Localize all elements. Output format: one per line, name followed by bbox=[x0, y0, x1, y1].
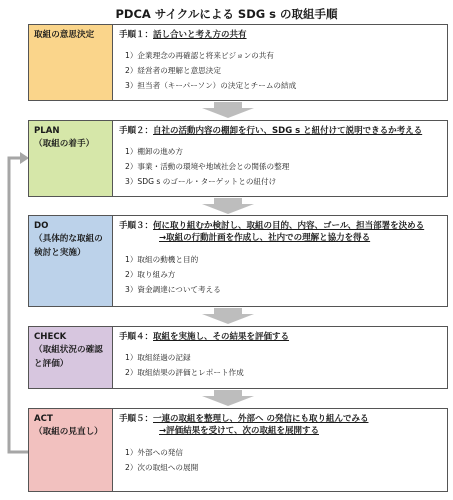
stage-label-line: （取組の着手） bbox=[34, 139, 95, 150]
stage-label-line: DO bbox=[34, 221, 49, 231]
stage-do bbox=[28, 215, 448, 307]
list-item: 2）経営者の理解と意思決定 bbox=[125, 66, 221, 76]
step-prefix: 手順２： bbox=[119, 126, 154, 136]
list-item: 3）資金調達について考える bbox=[125, 284, 221, 294]
step-text: 話し合いと考え方の共有 bbox=[153, 30, 247, 40]
stage-body bbox=[113, 121, 447, 196]
step-heading bbox=[119, 29, 441, 41]
stage-label-line: （具体的な取組の bbox=[34, 234, 103, 245]
step-text-continued: →評価結果を受けて、次の取組を展開する bbox=[159, 426, 319, 437]
list-item: 1）取組の動機と目的 bbox=[125, 254, 199, 264]
stage-label bbox=[29, 25, 113, 100]
down-arrow bbox=[200, 102, 256, 118]
stage-act bbox=[28, 408, 448, 492]
step-item-list bbox=[119, 350, 441, 380]
list-item: 3）担当者（キーパーソン）の決定とチームの結成 bbox=[125, 81, 297, 91]
page-title: PDCA サイクルによる SDG s の取組手順 bbox=[115, 7, 338, 21]
stage-label-line: 検討と実施） bbox=[34, 247, 86, 258]
stage-check bbox=[28, 326, 448, 389]
stage-body bbox=[113, 216, 447, 306]
stage-body bbox=[113, 25, 447, 100]
list-item: 1）外部への発信 bbox=[125, 447, 183, 457]
down-arrow bbox=[200, 308, 256, 324]
step-item-list bbox=[119, 252, 441, 297]
stage-label bbox=[29, 121, 113, 196]
stage-label-line: （取組の見直し） bbox=[34, 427, 103, 438]
stage-label-line: と評価） bbox=[34, 358, 69, 369]
list-item: 1）企業理念の再確認と将来ビジョンの共有 bbox=[125, 51, 274, 61]
down-arrow bbox=[200, 198, 256, 214]
stage-label bbox=[29, 216, 113, 306]
list-item: 1）棚卸の進め方 bbox=[125, 147, 183, 157]
step-heading bbox=[119, 331, 441, 343]
step-text: 一連の取組を整理し、外部へ の発信にも取り組んでみる bbox=[153, 414, 369, 424]
list-item: 3）SDG s のゴール・ターゲットとの紐付け bbox=[125, 177, 277, 187]
list-item: 2）次の取組への展開 bbox=[125, 462, 199, 472]
step-text: 何に取り組むか検討し、取組の目的、内容、ゴール、担当部署を決める bbox=[153, 221, 425, 231]
step-text: 取組を実施し、その結果を評価する bbox=[153, 332, 290, 342]
stage-label bbox=[29, 409, 113, 491]
list-item: 2）取組結果の評価とレポート作成 bbox=[125, 368, 244, 378]
step-heading bbox=[119, 125, 441, 137]
stage-label-line: 取組の意思決定 bbox=[34, 30, 95, 40]
step-prefix: 手順４： bbox=[119, 332, 154, 342]
stage-label-line: PLAN bbox=[34, 126, 60, 136]
step-prefix: 手順１： bbox=[119, 30, 154, 40]
stage-label bbox=[29, 327, 113, 388]
stage-label-line: CHECK bbox=[34, 332, 67, 342]
step-item-list bbox=[119, 48, 441, 93]
list-item: 2）取り組み方 bbox=[125, 269, 176, 279]
stage-label-line: ACT bbox=[34, 414, 53, 424]
step-prefix: 手順３： bbox=[119, 221, 154, 231]
list-item: 2）事業・活動の環境や地域社会との関係の整理 bbox=[125, 162, 290, 172]
list-item: 1）取組経過の記録 bbox=[125, 353, 191, 363]
stage-label-line: （取組状況の確認 bbox=[34, 345, 103, 356]
step-text-continued: →取組の行動計画を作成し、社内での理解と協力を得る bbox=[159, 233, 371, 244]
step-item-list bbox=[119, 144, 441, 189]
stage-plan bbox=[28, 120, 448, 197]
stage-body bbox=[113, 327, 447, 388]
step-text: 自社の活動内容の棚卸を行い、SDG s と紐付けて説明できるか考える bbox=[153, 126, 423, 136]
step-heading bbox=[119, 413, 441, 438]
down-arrow bbox=[200, 390, 256, 406]
stage-body bbox=[113, 409, 447, 491]
step-prefix: 手順５： bbox=[119, 414, 154, 424]
step-heading bbox=[119, 220, 441, 245]
step-item-list bbox=[119, 445, 441, 475]
stage-decision bbox=[28, 24, 448, 101]
